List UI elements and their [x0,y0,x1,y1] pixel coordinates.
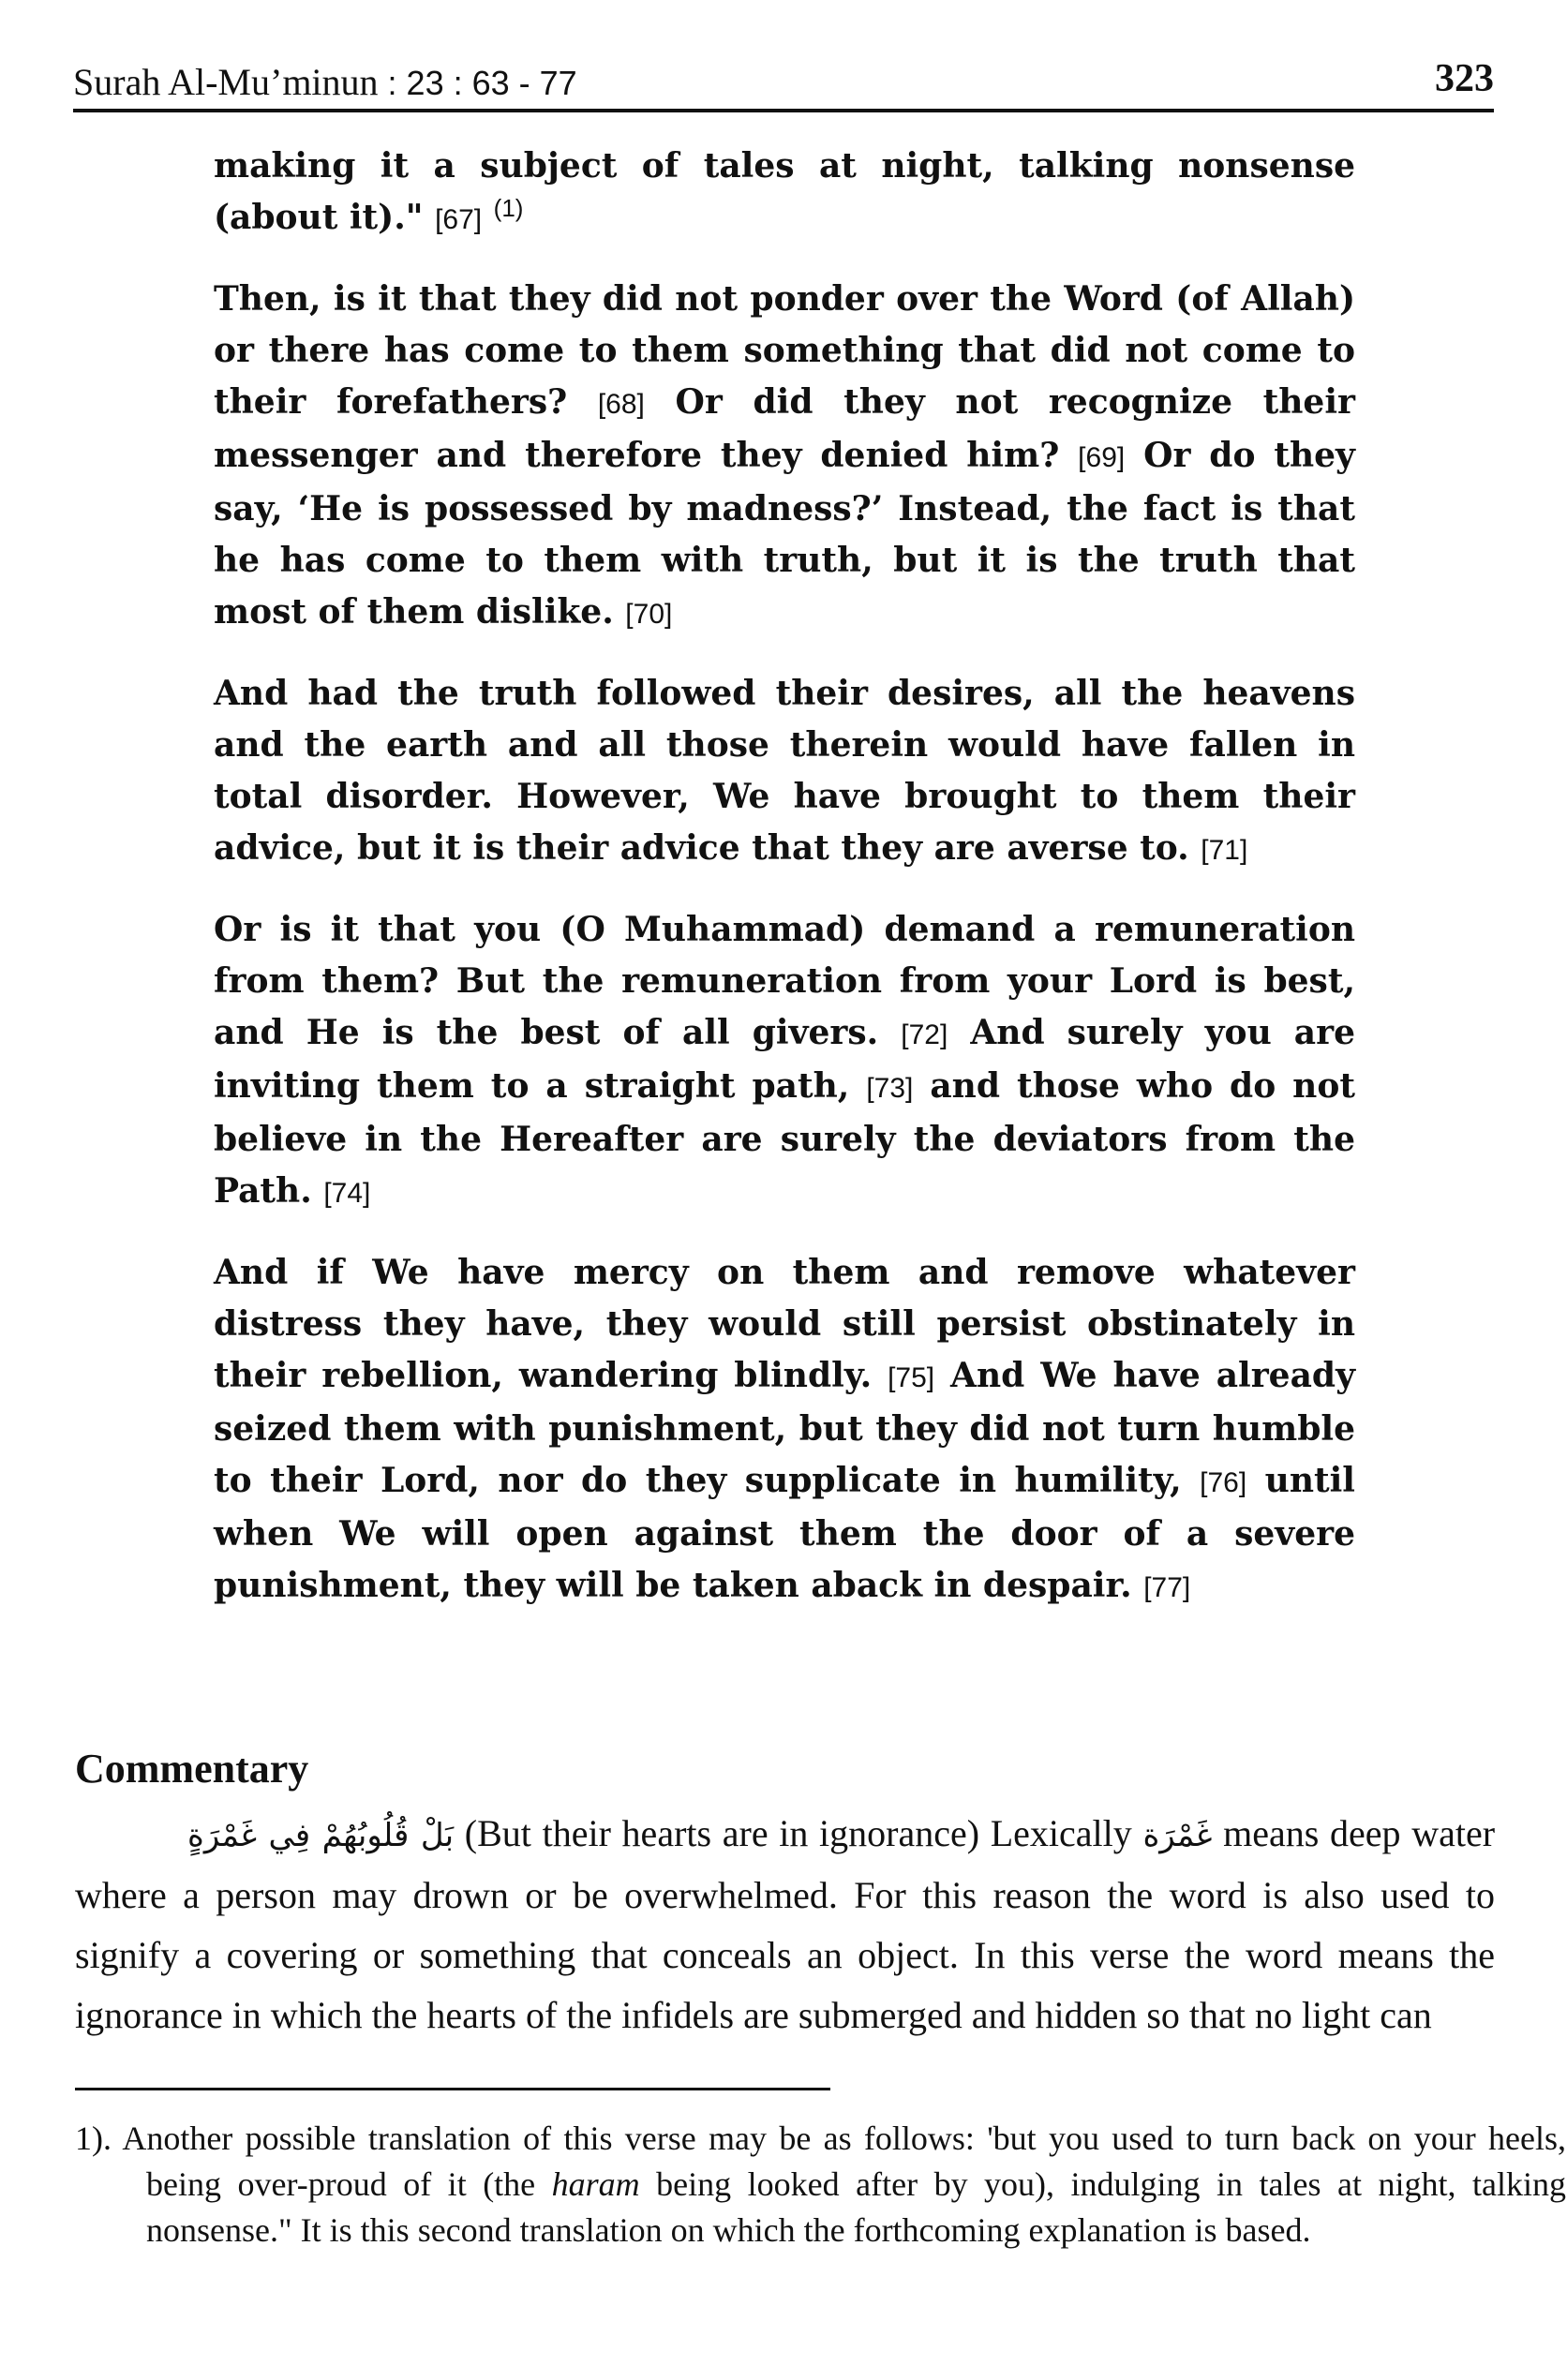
footnote-marker: 1). [75,2120,112,2157]
verse-range: : 23 : 63 - 77 [378,64,577,102]
commentary-text [75,1804,1495,2045]
translation-paragraph [214,904,1355,1219]
commentary-heading: Commentary [75,1746,309,1792]
verse-text: Or is it that you (O Muhammad) demand a remuneration from them? But the remuneration from your Lord is best, and He is the best of all givers. [214,910,1355,1052]
verse-number: [72] [901,1019,948,1050]
verse-text: making it a subject of tales at night, talking nonsense (about it)." [214,146,1355,237]
arabic-phrase: بَلْ قُلُوبُهُمْ فِي غَمْرَةٍ [187,1817,455,1854]
verse-text: and those who do not believe in the Hereafter are surely the deviators from the Path. [214,1066,1355,1211]
arabic-word: غَمْرَة [1142,1817,1213,1854]
footnote-text: Another possible translation of this verse may be as follows: 'but you used to turn back on your heels, being over-proud of it (the [122,2120,1566,2203]
translation-paragraph [214,274,1355,640]
verse-number: [68] [597,389,645,420]
verse-number: [67] [435,204,483,235]
verse-text: Or did they not recognize their messenger and therefore they denied him? [214,382,1355,475]
translation-paragraph [214,1247,1355,1614]
page-header [73,47,1494,112]
verse-text: until when We will open against them the door of a severe punishment, they will be taken aback in despair. [214,1461,1355,1605]
verse-text: And We have already seized them with punishment, but they did not turn humble to their Lord, nor do they supplicate in humility, [214,1356,1355,1500]
verse-text: And surely you are inviting them to a straight path, [214,1013,1355,1106]
verse-text: Or do they say, ‘He is possessed by madness?’ Instead, the fact is that he has come to them with truth, but it is the truth that most of them dislike. [214,436,1355,632]
footnote-separator [75,2088,830,2090]
translation-paragraph [214,141,1355,245]
verse-number: [73] [866,1073,914,1104]
translation-paragraph [214,668,1355,876]
translation-block [214,141,1355,1642]
verse-text: And had the truth followed their desires, all the heavens and the earth and all those therein would have fallen in total disorder. However, We have brought to them their advice, but it is their advice that they are averse to. [214,674,1355,868]
commentary-sentence: (But their hearts are in ignorance) Lexically [464,1812,1132,1854]
surah-name: Surah Al-Mu’minun [73,61,379,103]
page-number: 323 [1435,57,1494,100]
footnote-text: being looked after by you), indulging in tales at night, talking nonsense." It is this second translation on which the forthcoming explanation is based. [146,2165,1566,2249]
verse-number: [69] [1078,442,1126,473]
verse-text: Then, is it that they did not ponder over the Word (of Allah) or there has come to them something that did not come to their forefathers? [214,279,1355,422]
verse-number: [74] [323,1178,371,1209]
verse-number: [75] [888,1362,935,1393]
commentary-sentence: means deep water where a person may drown or be overwhelmed. For this reason the word is also used to signify a covering or something that conceals an object. In this verse the word means the ignorance in which the hearts of the infidels are submerged and hidden so that no light can [75,1812,1496,2036]
verse-number: [77] [1143,1572,1191,1603]
running-title [73,61,577,103]
verse-number: [70] [625,599,673,630]
verse-text: And if We have mercy on them and remove whatever distress they have, they would still persist obstinately in their rebellion, wandering blindly. [214,1253,1355,1395]
footnote [75,2116,1566,2254]
footnote-reference: (1) [493,194,524,222]
verse-number: [71] [1201,835,1248,866]
verse-number: [76] [1200,1467,1247,1498]
transliterated-term: haram [551,2165,640,2203]
